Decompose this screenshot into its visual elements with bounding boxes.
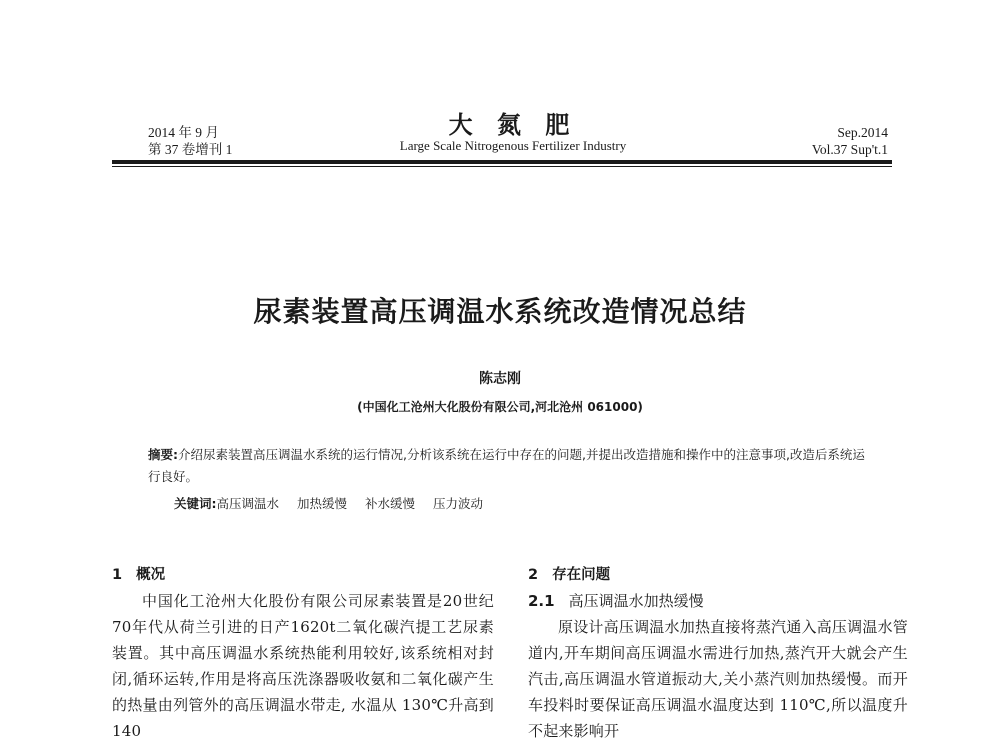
journal-masthead — [384, 112, 642, 154]
journal-name-en: Large Scale Nitrogenous Fertilizer Industry — [399, 138, 627, 153]
keyword: 补水缓慢 — [365, 496, 416, 511]
section-paragraph: 中国化工沧州大化股份有限公司尿素装置是20世纪70年代从荷兰引进的日产1620t二氧化碳汽提工艺尿素装置。其中高压调温水系统热能利用较好,该系统相对封闭,循环运转,作用是将高压洗涤器吸收氨和二氧化碳产生的热量由列管外的高压调温水带走, 水温从 130℃升高到 140 — [112, 592, 494, 740]
issue-date-cn: 2014 年 9 月 — [148, 125, 219, 140]
journal-name-cn: 大 氮 肥 — [448, 110, 578, 139]
header-left — [148, 124, 232, 158]
section-number: 1 — [112, 567, 123, 583]
header-rule-thin — [112, 166, 892, 167]
volume-cn: 第 37 卷增刊 1 — [148, 142, 233, 157]
paper-title: 尿素装置高压调温水系统改造情况总结 — [253, 295, 747, 328]
issue-date-en: Sep.2014 — [837, 125, 888, 140]
section-title: 概况 — [136, 567, 166, 583]
header-rule-thick — [112, 160, 892, 164]
keyword: 加热缓慢 — [297, 496, 348, 511]
subsection-number: 2.1 — [528, 592, 555, 610]
keywords-label: 关键词: — [174, 496, 217, 511]
keywords — [174, 494, 501, 512]
body-column-left — [112, 562, 494, 744]
header-right — [812, 124, 888, 158]
author-affiliation: (中国化工沧州大化股份有限公司,河北沧州 061000) — [357, 400, 643, 414]
body-column-right — [528, 562, 908, 744]
section-heading — [112, 562, 494, 588]
section-heading — [528, 562, 908, 588]
volume-en: Vol.37 Sup't.1 — [811, 142, 888, 157]
keyword: 高压调温水 — [216, 496, 280, 511]
keyword: 压力波动 — [433, 496, 484, 511]
subsection-title: 高压调温水加热缓慢 — [568, 592, 704, 610]
abstract — [148, 444, 876, 488]
section-title: 存在问题 — [552, 567, 611, 583]
section-paragraph: 原设计高压调温水加热直接将蒸汽通入高压调温水管道内,开车期间高压调温水需进行加热,蒸汽开大就会产生汽击,高压调温水管道振动大,关小蒸汽则加热缓慢。而开车投料时要保证高压调温水温度达到 110℃,所以温度升不起来影响开 — [528, 618, 908, 740]
abstract-text: 介绍尿素装置高压调温水系统的运行情况,分析该系统在运行中存在的问题,并提出改造措施和操作中的注意事项,改造后系统运行良好。 — [148, 447, 865, 484]
subsection-heading — [528, 588, 908, 614]
section-number: 2 — [528, 567, 539, 583]
author-name: 陈志刚 — [479, 371, 521, 387]
abstract-label: 摘要: — [148, 447, 178, 462]
